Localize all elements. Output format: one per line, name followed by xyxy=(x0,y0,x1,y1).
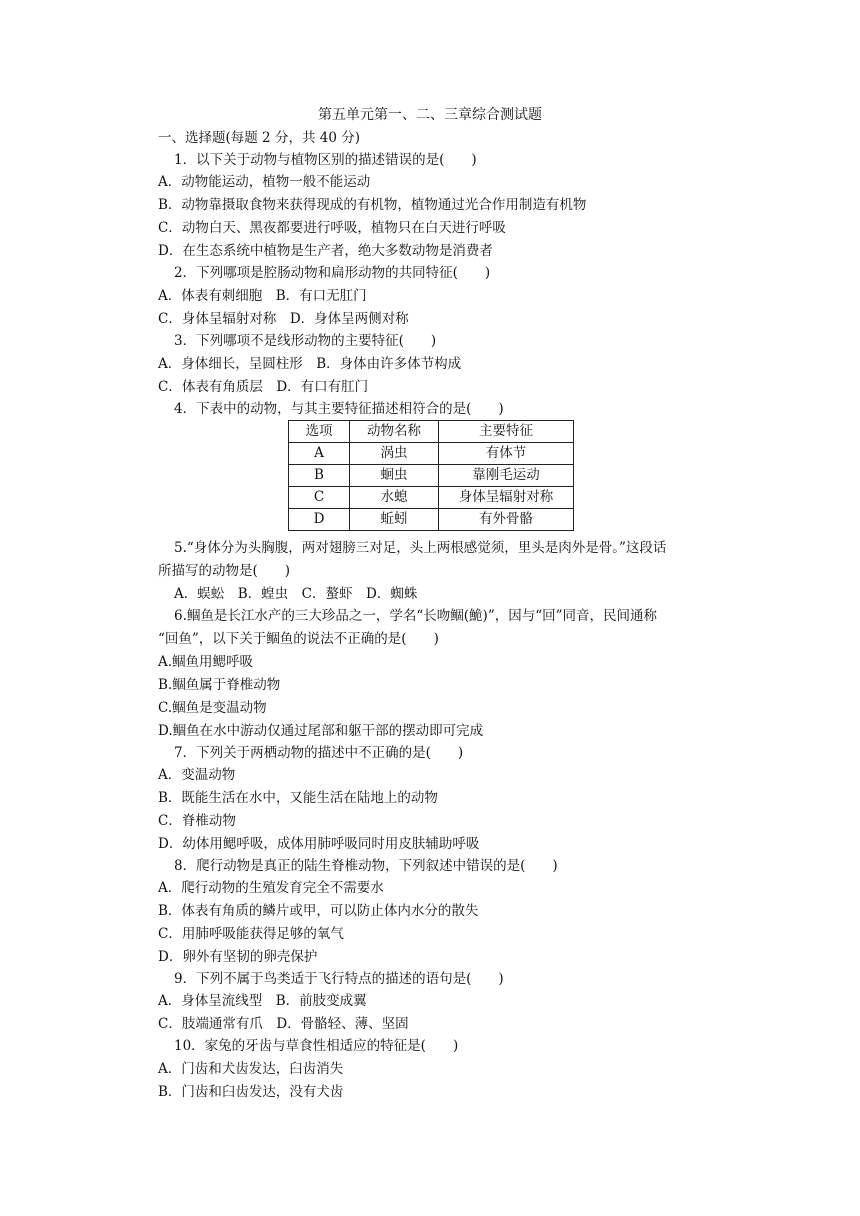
question-7-option-a: A．变温动物 xyxy=(158,767,236,783)
question-8-option-d: D．卵外有坚韧的卵壳保护 xyxy=(158,949,318,965)
question-1-option-a: A．动物能运动，植物一般不能运动 xyxy=(158,174,371,190)
question-1-option-d: D．在生态系统中植物是生产者，绝大多数动物是消费者 xyxy=(158,243,493,259)
question-9-options-ab: A．身体呈流线型 B．前肢变成翼 xyxy=(158,993,367,1009)
table-cell: 水螅 xyxy=(350,487,439,509)
question-2-stem: 2．下列哪项是腔肠动物和扁形动物的共同特征( ) xyxy=(174,265,491,281)
table-row xyxy=(289,465,574,487)
question-4-table xyxy=(288,420,574,531)
table-cell: 有体节 xyxy=(439,443,574,465)
table-cell: B xyxy=(289,465,350,487)
question-7-option-d: D．幼体用鳃呼吸，成体用肺呼吸同时用皮肤辅助呼吸 xyxy=(158,836,480,852)
question-6-stem: 6.鲴鱼是长江水产的三大珍品之一，学名“长吻鲴(鮠)”，因与“回”同音，民间通称 xyxy=(174,608,658,624)
section-heading: 一、选择题(每题 2 分，共 40 分) xyxy=(158,130,360,146)
question-7-stem: 7．下列关于两栖动物的描述中不正确的是( ) xyxy=(174,745,464,761)
question-2-options-cd: C．身体呈辐射对称 D．身体呈两侧对称 xyxy=(158,311,409,327)
question-8-option-c: C．用肺呼吸能获得足够的氧气 xyxy=(158,926,344,942)
question-10-stem: 10．家兔的牙齿与草食性相适应的特征是( ) xyxy=(174,1038,459,1054)
table-header-cell: 动物名称 xyxy=(350,421,439,443)
table-header-row xyxy=(289,421,574,443)
question-6-option-c: C.鲴鱼是变温动物 xyxy=(158,700,267,716)
question-3-options-ab: A．身体细长，呈圆柱形 B．身体由许多体节构成 xyxy=(158,356,462,372)
question-2-options-ab: A．体表有刺细胞 B．有口无肛门 xyxy=(158,288,367,304)
table-cell: 靠刚毛运动 xyxy=(439,465,574,487)
question-6-option-a: A.鲴鱼用鳃呼吸 xyxy=(158,654,254,670)
question-3-options-cd: C．体表有角质层 D．有口有肛门 xyxy=(158,379,369,395)
question-1-option-b: B．动物靠摄取食物来获得现成的有机物，植物通过光合作用制造有机物 xyxy=(158,197,587,213)
question-5-stem-continued: 所描写的动物是( ) xyxy=(158,563,291,579)
question-1-option-c: C．动物白天、黑夜都要进行呼吸，植物只在白天进行呼吸 xyxy=(158,220,506,236)
question-9-stem: 9．下列不属于鸟类适于飞行特点的描述的语句是( ) xyxy=(174,971,504,987)
question-6-option-b: B.鲴鱼属于脊椎动物 xyxy=(158,677,281,693)
page-title: 第五单元第一、二、三章综合测试题 xyxy=(318,107,542,123)
table-header-cell: 选项 xyxy=(289,421,350,443)
question-8-option-b: B．体表有角质的鳞片或甲，可以防止体内水分的散失 xyxy=(158,903,479,919)
table-row xyxy=(289,443,574,465)
table-cell: 有外骨骼 xyxy=(439,509,574,531)
question-6-option-d: D.鲴鱼在水中游动仅通过尾部和躯干部的摆动即可完成 xyxy=(158,723,484,739)
table-row xyxy=(289,509,574,531)
question-5-stem: 5.“身体分为头胸腹，两对翅膀三对足，头上两根感觉须，里头是肉外是骨。”这段话 xyxy=(174,540,667,556)
question-6-stem-continued: “回鱼”，以下关于鲴鱼的说法不正确的是( ) xyxy=(158,631,439,647)
table-cell: 身体呈辐射对称 xyxy=(439,487,574,509)
table-cell: A xyxy=(289,443,350,465)
question-3-stem: 3．下列哪项不是线形动物的主要特征( ) xyxy=(174,333,437,349)
question-7-option-c: C．脊椎动物 xyxy=(158,813,236,829)
question-10-option-b: B．门齿和臼齿发达，没有犬齿 xyxy=(158,1084,344,1100)
question-1-stem: 1．以下关于动物与植物区别的描述错误的是( ) xyxy=(174,152,477,168)
table-cell: C xyxy=(289,487,350,509)
table-cell: D xyxy=(289,509,350,531)
question-10-option-a: A．门齿和犬齿发达，臼齿消失 xyxy=(158,1061,344,1077)
question-8-option-a: A．爬行动物的生殖发育完全不需要水 xyxy=(158,880,384,896)
question-8-stem: 8．爬行动物是真正的陆生脊椎动物，下列叙述中错误的是( ) xyxy=(174,858,558,874)
table-row xyxy=(289,487,574,509)
table-header-cell: 主要特征 xyxy=(439,421,574,443)
question-9-options-cd: C．肢端通常有爪 D．骨骼轻、薄、坚固 xyxy=(158,1016,409,1032)
question-5-options: A．蜈蚣 B．蝗虫 C．螯虾 D．蜘蛛 xyxy=(174,586,418,602)
question-4-stem: 4．下表中的动物，与其主要特征描述相符合的是( ) xyxy=(174,401,504,417)
table-cell: 蛔虫 xyxy=(350,465,439,487)
table-cell: 涡虫 xyxy=(350,443,439,465)
table-cell: 蚯蚓 xyxy=(350,509,439,531)
question-7-option-b: B．既能生活在水中，又能生活在陆地上的动物 xyxy=(158,790,438,806)
